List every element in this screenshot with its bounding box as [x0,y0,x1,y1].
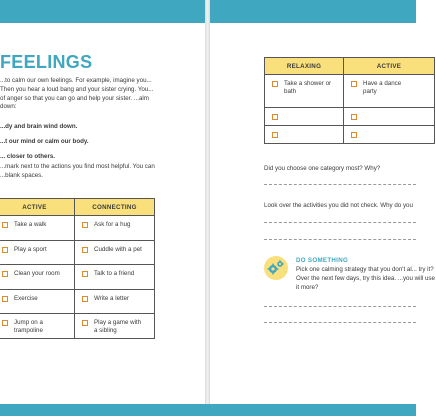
table-cell [0,314,75,339]
table-cell [344,75,435,108]
table-cell [75,289,155,314]
answer-line[interactable] [264,239,416,240]
answer-line[interactable] [264,184,416,185]
activity-label: Ask for a hug [94,221,131,228]
activity-label: Take a shower or bath [284,80,332,95]
header-active: ACTIVE [344,58,435,75]
table-cell [344,108,435,126]
header-active: ACTIVE [0,199,75,216]
checkbox[interactable] [2,271,8,277]
checkbox[interactable] [351,114,357,120]
activity-label: Clean your room [14,270,60,277]
checkbox[interactable] [82,320,88,326]
header-relaxing: RELAXING [265,58,344,75]
top-bar-right [210,0,416,23]
checkbox[interactable] [82,247,88,253]
book-gutter [205,0,210,416]
activity-label: Talk to a friend [94,270,135,277]
table-row [0,265,155,290]
top-bar-left [0,0,205,23]
gears-icon [264,256,288,280]
activity-label: Take a walk [14,221,47,228]
table-row [0,289,155,314]
bullet-1: ...dy and brain wind down. [0,123,78,130]
bullet-2: ...t our mind or calm our body. [0,138,89,145]
table-cell [0,216,75,241]
left-activity-table [0,198,155,339]
table-cell [265,75,344,108]
table-row [265,75,435,108]
table-cell [75,314,155,339]
page-title: FEELINGS [0,52,93,72]
activity-label: Write a letter [94,294,129,302]
bottom-bar [0,404,416,416]
checkbox[interactable] [272,81,278,87]
table-row [265,108,435,126]
checkbox[interactable] [2,320,8,326]
table-row [0,314,155,339]
instructions: ...mark next to the actions you find most helpful. You can ...blank spaces. [0,163,155,179]
answer-line[interactable] [264,306,416,307]
checkbox[interactable] [2,222,8,228]
gears-icon-graphic [264,256,288,280]
table-cell [0,265,75,290]
question-1: Did you choose one category most? Why? [264,165,381,172]
checkbox[interactable] [2,247,8,253]
activity-label: Exercise [14,294,38,302]
checkbox[interactable] [2,296,8,302]
activity-label: Cuddle with a pet [94,245,142,253]
activity-label: Jump on a trampoline [14,319,43,334]
do-something-title: DO SOMETHING [296,257,349,264]
table-cell [0,289,75,314]
checkbox[interactable] [82,222,88,228]
table-row [265,126,435,144]
activity-label: Have a dance party [363,80,402,95]
table-cell [0,240,75,265]
table-cell [265,126,344,144]
intro-paragraph: ...to calm our own feelings. For example, imagine you... Then you hear a loud bang and your sister crying. You... of anger so that you can go and help your sister. ...alm down: [0,77,154,111]
do-something-text: Pick one calming strategy that you don't al... try it? Over the next few days, try this idea. ...you will use it more? [296,266,435,291]
table-cell [75,240,155,265]
checkbox[interactable] [82,271,88,277]
checkbox[interactable] [272,132,278,138]
header-connecting: CONNECTING [75,199,155,216]
checkbox[interactable] [351,132,357,138]
table-row [0,216,155,241]
answer-line[interactable] [264,322,416,323]
table-row [0,240,155,265]
checkbox[interactable] [351,81,357,87]
checkbox[interactable] [82,296,88,302]
table-cell [75,265,155,290]
activity-label: Play a sport [14,245,47,253]
right-activity-table [264,57,435,144]
question-2: Look over the activities you did not check. Why do you [264,202,413,209]
bullet-3: ... closer to others. [0,153,56,160]
table-cell [344,126,435,144]
checkbox[interactable] [272,114,278,120]
activity-label: Play a game with a sibling [94,319,142,334]
table-cell [265,108,344,126]
answer-line[interactable] [264,222,416,223]
table-cell [75,216,155,241]
